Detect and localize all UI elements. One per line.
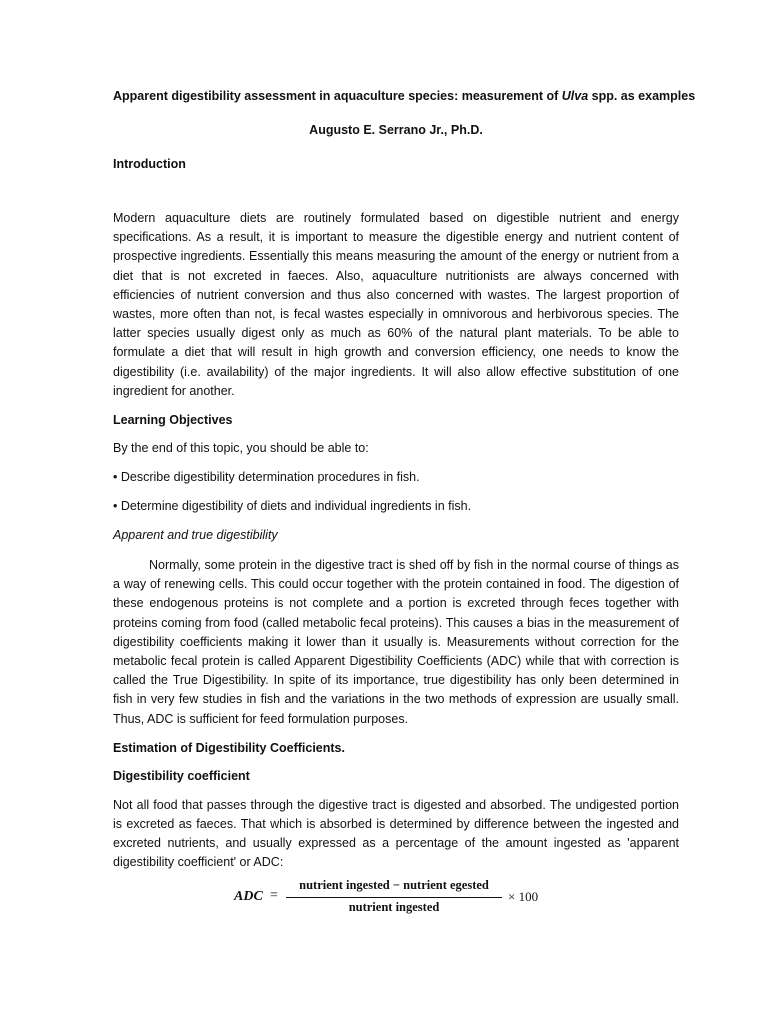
objective-item-2: • Determine digestibility of diets and individual ingredients in fish.: [113, 499, 472, 514]
formula-equals: =: [270, 888, 278, 903]
adc-formula: [230, 877, 550, 917]
objectives-lead: By the end of this topic, you should be able to:: [113, 441, 369, 456]
estimation-heading: Estimation of Digestibility Coefficients.: [113, 740, 345, 755]
apparent-true-heading: Apparent and true digestibility: [113, 528, 278, 543]
learning-objectives-heading: Learning Objectives: [113, 413, 233, 428]
document-page: [113, 88, 696, 873]
title-text-start: Apparent digestibility assessment in aquaculture species: measurement of: [113, 89, 562, 103]
formula-denominator: nutrient ingested: [348, 900, 440, 914]
title-italic-genus: Ulva: [561, 89, 589, 103]
document-title: [113, 88, 696, 105]
formula-multiplier: × 100: [508, 889, 539, 904]
digestibility-coefficient-heading: Digestibility coefficient: [113, 768, 250, 783]
author-line: Augusto E. Serrano Jr., Ph.D.: [309, 123, 483, 137]
apparent-true-paragraph: Normally, some protein in the digestive tract is shed off by fish in the normal course of things as a way of renewing cells. This could occur together with the protein contained in food. The digestion of these endogenous proteins is not complete and a portion is excreted through feces together with proteins coming from food (called metabolic fecal proteins). This causes a bias in the measurement of digestibility coefficients making it lower than it usually is. Measurements without correction for the metabolic fecal protein is called Apparent Digestibility Coefficients (ADC) while that with correction is called the True Digestibility. In spite of its importance, true digestibility has only been determined in fish in very few studies in fish and the variations in the two methods of expression are usually small. Thus, ADC is sufficient for feed formulation purposes.: [113, 558, 679, 726]
title-text-end: spp. as examples: [588, 89, 696, 103]
digestibility-coefficient-paragraph: Not all food that passes through the digestive tract is digested and absorbed. The undigested portion is excreted as faeces. That which is absorbed is determined by difference between the ingested and excreted nutrients, and usually expressed as a percentage of the amount ingested as 'apparent digestibility coefficient' or ADC:: [113, 797, 679, 870]
formula-fraction-bar: [286, 897, 502, 898]
formula-numerator: nutrient ingested − nutrient egested: [299, 878, 489, 892]
introduction-paragraph: Modern aquaculture diets are routinely formulated based on digestible nutrient and energy specifications. As a result, it is important to measure the digestible energy and nutrient content of prospective ingredients. Essentially this means measuring the amount of the energy or nutrient from a diet that is not excreted in faeces. Also, aquaculture nutritionists are always concerned with efficiencies of nutrient conversion and thus also concerned with wastes. The largest proportion of wastes, more often than not, is fecal wastes especially in omnivorous and herbivorous species. The latter species usually digest only as much as 60% of the natural plant materials. To be able to formulate a diet that will result in high growth and conversion efficiency, one needs to know the digestibility (i.e. availability) of the major ingredients. It will also allow effective substitution of one ingredient for another.: [113, 211, 679, 398]
introduction-heading: Introduction: [113, 157, 186, 171]
objective-item-1: • Describe digestibility determination procedures in fish.: [113, 470, 420, 485]
formula-lhs: ADC: [234, 889, 263, 904]
